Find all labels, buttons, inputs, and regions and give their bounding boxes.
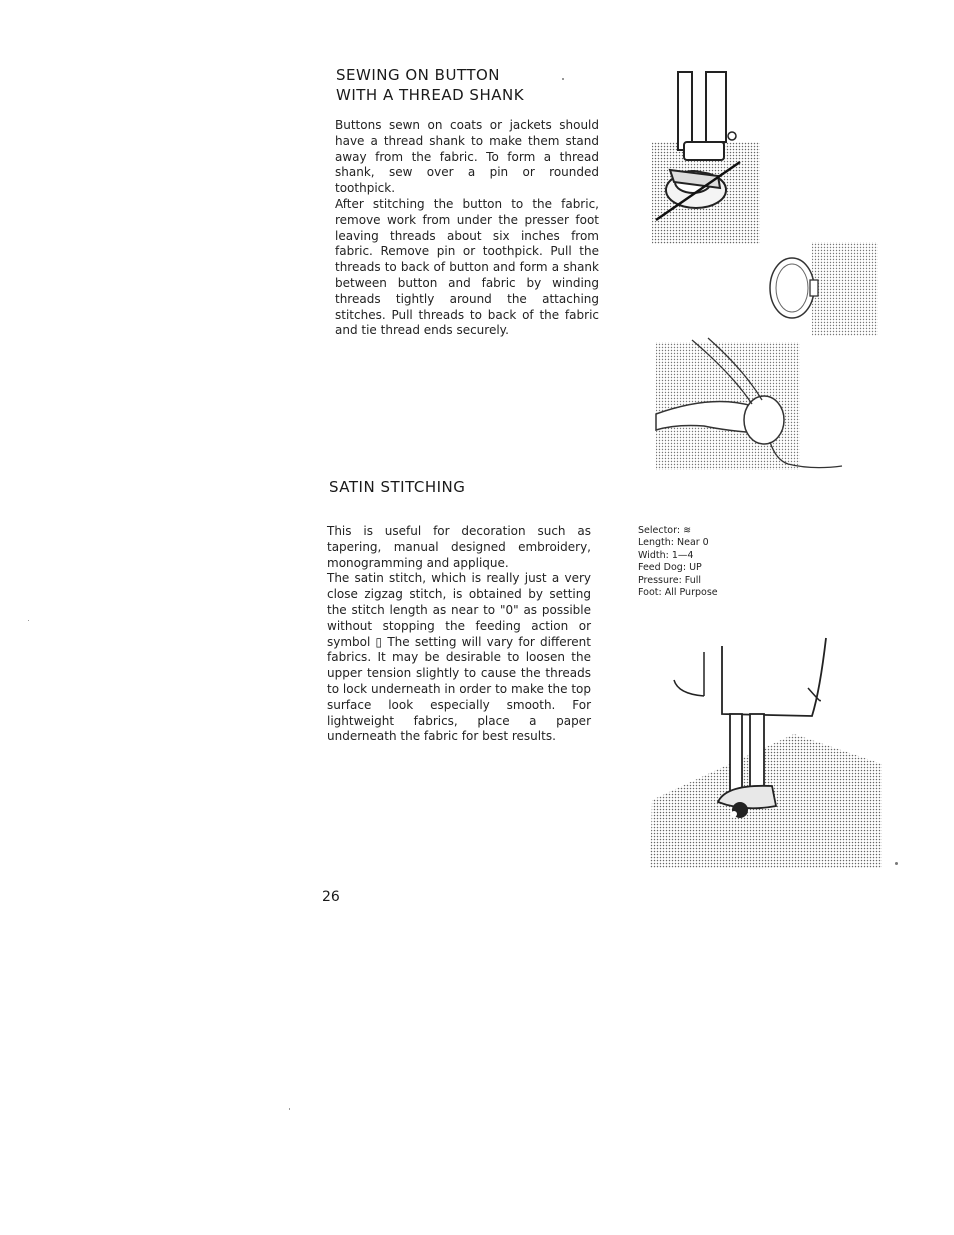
button-paragraph-1: Buttons sewn on coats or jackets should have a thread shank to make them stand away from the fabric. To form a thread shank, sew over a pin or rounded toothpick. <box>335 118 599 196</box>
button-shank-illustration <box>760 240 880 336</box>
setting-feed-dog: Feed Dog: UP <box>638 562 702 574</box>
scan-speck <box>289 1108 290 1110</box>
button-title-line1: SEWING ON BUTTON <box>336 66 501 84</box>
scan-speck <box>895 862 898 865</box>
button-instructions <box>335 118 599 339</box>
stitch-symbol-icon: ▯ <box>375 634 383 649</box>
setting-width: Width: 1—4 <box>638 549 694 561</box>
button-title-line2: WITH A THREAD SHANK <box>336 86 525 104</box>
page-number: 26 <box>322 889 340 905</box>
satin-instructions <box>327 524 591 745</box>
satin-stitch-machine-illustration <box>644 634 888 870</box>
winding-threads-illustration <box>652 334 846 476</box>
setting-pressure: Pressure: Full <box>638 574 702 586</box>
machine-settings-list <box>638 525 718 599</box>
setting-foot: Foot: All Purpose <box>638 587 718 599</box>
scan-speck <box>28 620 29 621</box>
satin-paragraph-2 <box>327 571 591 745</box>
button-section-title <box>336 65 524 105</box>
setting-selector: Selector: ≋ <box>638 525 692 536</box>
scan-speck <box>562 78 564 80</box>
satin-text-after-symbol: The setting will vary for different fabrics. It may be desirable to loosen the upper tension slightly to cause the threads to lock underneath in order to make the top surface look especially smooth. For lightweight fabrics, place a paper underneath the fabric for best results. <box>327 634 591 744</box>
satin-text-before-symbol: The satin stitch, which is really just a very close zigzag stitch, is obtained by setting the stitch length as near to "0" as possible without stopping the feeding action or symbol <box>327 571 591 649</box>
setting-length: Length: Near 0 <box>638 537 709 549</box>
satin-paragraph-1: This is useful for decoration such as tapering, manual designed embroidery, monogramming and applique. <box>327 524 591 570</box>
satin-section-title: SATIN STITCHING <box>329 478 466 496</box>
button-pin-illustration <box>648 70 763 246</box>
button-paragraph-2: After stitching the button to the fabric, remove work from under the presser foot leaving threads about six inches from fabric. Remove pin or toothpick. Pull the threads to back of button and form a shank between button and fabric by winding threads tightly around the attaching stitches. Pull threads to back of the fabric and tie thread ends securely. <box>335 196 599 338</box>
